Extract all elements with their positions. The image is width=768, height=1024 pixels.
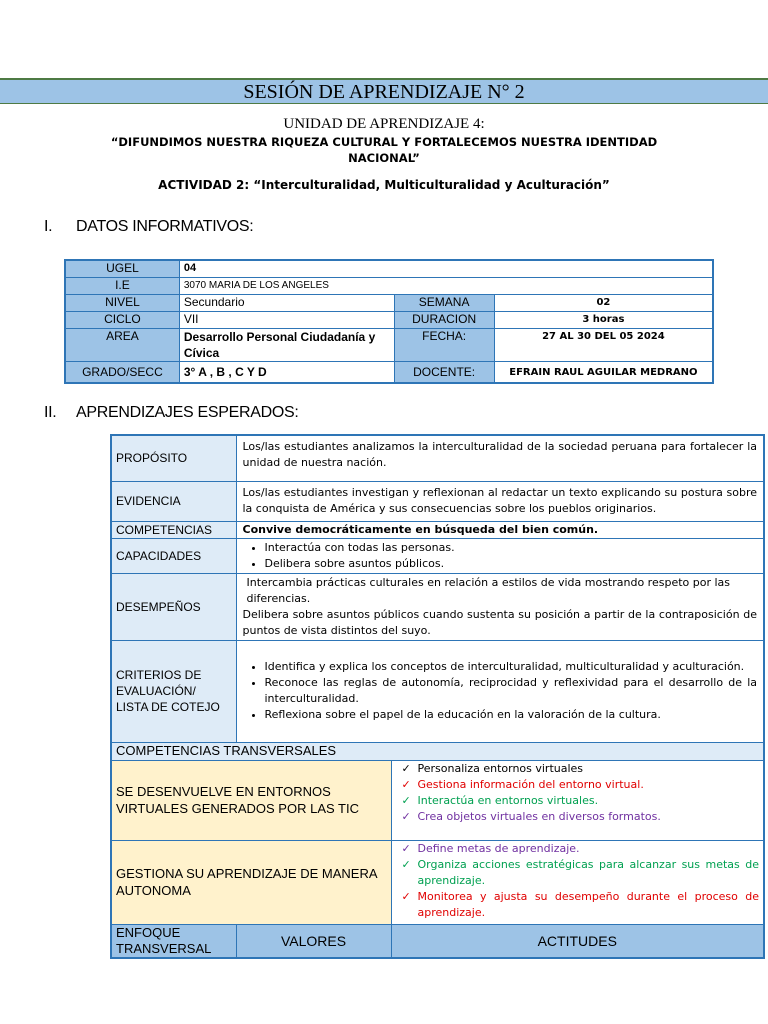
ie-label: I.E — [65, 278, 179, 295]
table-row — [111, 640, 764, 742]
semana-label: SEMANA — [394, 295, 494, 312]
area-label: AREA — [65, 329, 179, 362]
docente-label: DOCENTE: — [394, 362, 494, 384]
duracion-value: 3 horas — [494, 312, 713, 329]
table-row — [111, 481, 764, 521]
fecha-label: FECHA: — [394, 329, 494, 362]
criterios-list — [236, 640, 764, 742]
unit-name: “DIFUNDIMOS NUESTRA RIQUEZA CULTURAL Y FORTALECEMOS NUESTRA IDENTIDAD NACIONAL” — [110, 135, 658, 165]
capacidades-list — [236, 538, 764, 573]
desempenos-label: DESEMPEÑOS — [111, 573, 236, 640]
list-item: • Identifica y explica los conceptos de interculturalidad, multiculturalidad y aculturación. — [265, 659, 758, 675]
semana-value: 02 — [494, 295, 713, 312]
table-row — [65, 295, 713, 312]
grado-label: GRADO/SECC — [65, 362, 179, 384]
grado-value: 3° A , B , C Y D — [179, 362, 394, 384]
autonoma-label: GESTIONA SU APRENDIZAJE DE MANERA AUTONOMA — [111, 840, 391, 924]
table-row — [111, 521, 764, 538]
nivel-label: NIVEL — [65, 295, 179, 312]
ugel-value: 04 — [179, 260, 713, 278]
table-row — [65, 329, 713, 362]
datos-informativos-table — [64, 259, 714, 384]
nivel-value: Secundario — [179, 295, 394, 312]
fecha-value: 27 AL 30 DEL 05 2024 — [494, 329, 713, 362]
table-row — [111, 573, 764, 640]
aprendizajes-table — [110, 434, 765, 959]
criterios-label — [111, 640, 236, 742]
capacidades-label: CAPACIDADES — [111, 538, 236, 573]
ugel-label: UGEL — [65, 260, 179, 278]
evidencia-text: Los/las estudiantes investigan y reflexionan al redactar un texto explicando su postura sobre la conquista de América y sus consecuencias sobre los pueblos originarios. — [236, 481, 764, 521]
ie-value: 3070 MARIA DE LOS ANGELES — [179, 278, 713, 295]
actitudes-label: ACTITUDES — [391, 924, 764, 958]
table-row — [111, 924, 764, 958]
area-value: Desarrollo Personal Ciudadanía y Cívica — [179, 329, 394, 362]
table-row — [111, 538, 764, 573]
table-row — [65, 362, 713, 384]
unit-label: UNIDAD DE APRENDIZAJE 4: — [283, 116, 485, 132]
tic-label: SE DESENVUELVE EN ENTORNOS VIRTUALES GENERADOS POR LAS TIC — [111, 760, 391, 840]
criterios-label-line: CRITERIOS DE — [116, 668, 202, 682]
title-bar — [0, 78, 768, 104]
list-item: • Delibera sobre asuntos públicos. — [265, 556, 758, 572]
ciclo-value: VII — [179, 312, 394, 329]
evidencia-label: EVIDENCIA — [111, 481, 236, 521]
desempenos-text — [236, 573, 764, 640]
section-number: II. — [44, 404, 57, 421]
proposito-text: Los/las estudiantes analizamos la interculturalidad de la sociedad peruana para fortalecer la unidad de nuestra nación. — [236, 435, 764, 481]
page-title: SESIÓN DE APRENDIZAJE N° 2 — [243, 81, 525, 103]
table-row — [65, 312, 713, 329]
checklist-item: ✓ Define metas de aprendizaje. — [402, 841, 760, 857]
checklist-item: ✓ Monitorea y ajusta su desempeño durante el proceso de aprendizaje. — [402, 889, 760, 921]
section-heading-datos — [44, 218, 253, 236]
section-title: APRENDIZAJES ESPERADOS: — [76, 404, 299, 421]
table-row — [111, 742, 764, 760]
desempeno-2: Delibera sobre asuntos públicos cuando sustenta su posición a partir de la contraposición de puntos de vista distintos del suyo. — [242, 607, 758, 637]
valores-label: VALORES — [236, 924, 391, 958]
autonoma-list — [391, 840, 764, 924]
competencias-text: Convive democráticamente en búsqueda del bien común. — [236, 521, 764, 538]
enfoque-label: ENFOQUE TRANSVERSAL — [111, 924, 236, 958]
proposito-label: PROPÓSITO — [111, 435, 236, 481]
table-row — [111, 760, 764, 840]
activity-title: ACTIVIDAD 2: “Interculturalidad, Multiculturalidad y Aculturación” — [158, 178, 610, 192]
list-item: • Interactúa con todas las personas. — [265, 540, 758, 556]
list-item: • Reflexiona sobre el papel de la educación en la valoración de la cultura. — [265, 707, 758, 723]
ciclo-label: CICLO — [65, 312, 179, 329]
checklist-item: ✓ Crea objetos virtuales en diversos formatos. — [402, 809, 760, 825]
transversales-heading: COMPETENCIAS TRANSVERSALES — [111, 742, 764, 760]
duracion-label: DURACION — [394, 312, 494, 329]
table-row — [111, 840, 764, 924]
docente-value: EFRAIN RAUL AGUILAR MEDRANO — [494, 362, 713, 384]
table-row — [65, 260, 713, 278]
criterios-label-line: LISTA DE COTEJO — [116, 700, 220, 714]
checklist-item: ✓ Interactúa en entornos virtuales. — [402, 793, 760, 809]
desempeno-1: Intercambia prácticas culturales en relación a estilos de vida mostrando respeto por las diferencias. — [246, 575, 731, 605]
checklist-item: ✓ Organiza acciones estratégicas para alcanzar sus metas de aprendizaje. — [402, 857, 760, 889]
section-number: I. — [44, 218, 53, 235]
section-title: DATOS INFORMATIVOS: — [76, 218, 254, 235]
table-row — [111, 435, 764, 481]
table-row — [65, 278, 713, 295]
checklist-item: ✓ Gestiona información del entorno virtual. — [402, 777, 760, 793]
tic-list — [391, 760, 764, 840]
section-heading-aprendizajes — [44, 404, 299, 422]
list-item: • Reconoce las reglas de autonomía, reciprocidad y reflexividad para el desarrollo de la interculturalidad. — [265, 675, 758, 707]
checklist-item: ✓ Personaliza entornos virtuales — [402, 761, 760, 777]
competencias-label: COMPETENCIAS — [111, 521, 236, 538]
criterios-label-line: EVALUACIÓN/ — [116, 684, 196, 698]
